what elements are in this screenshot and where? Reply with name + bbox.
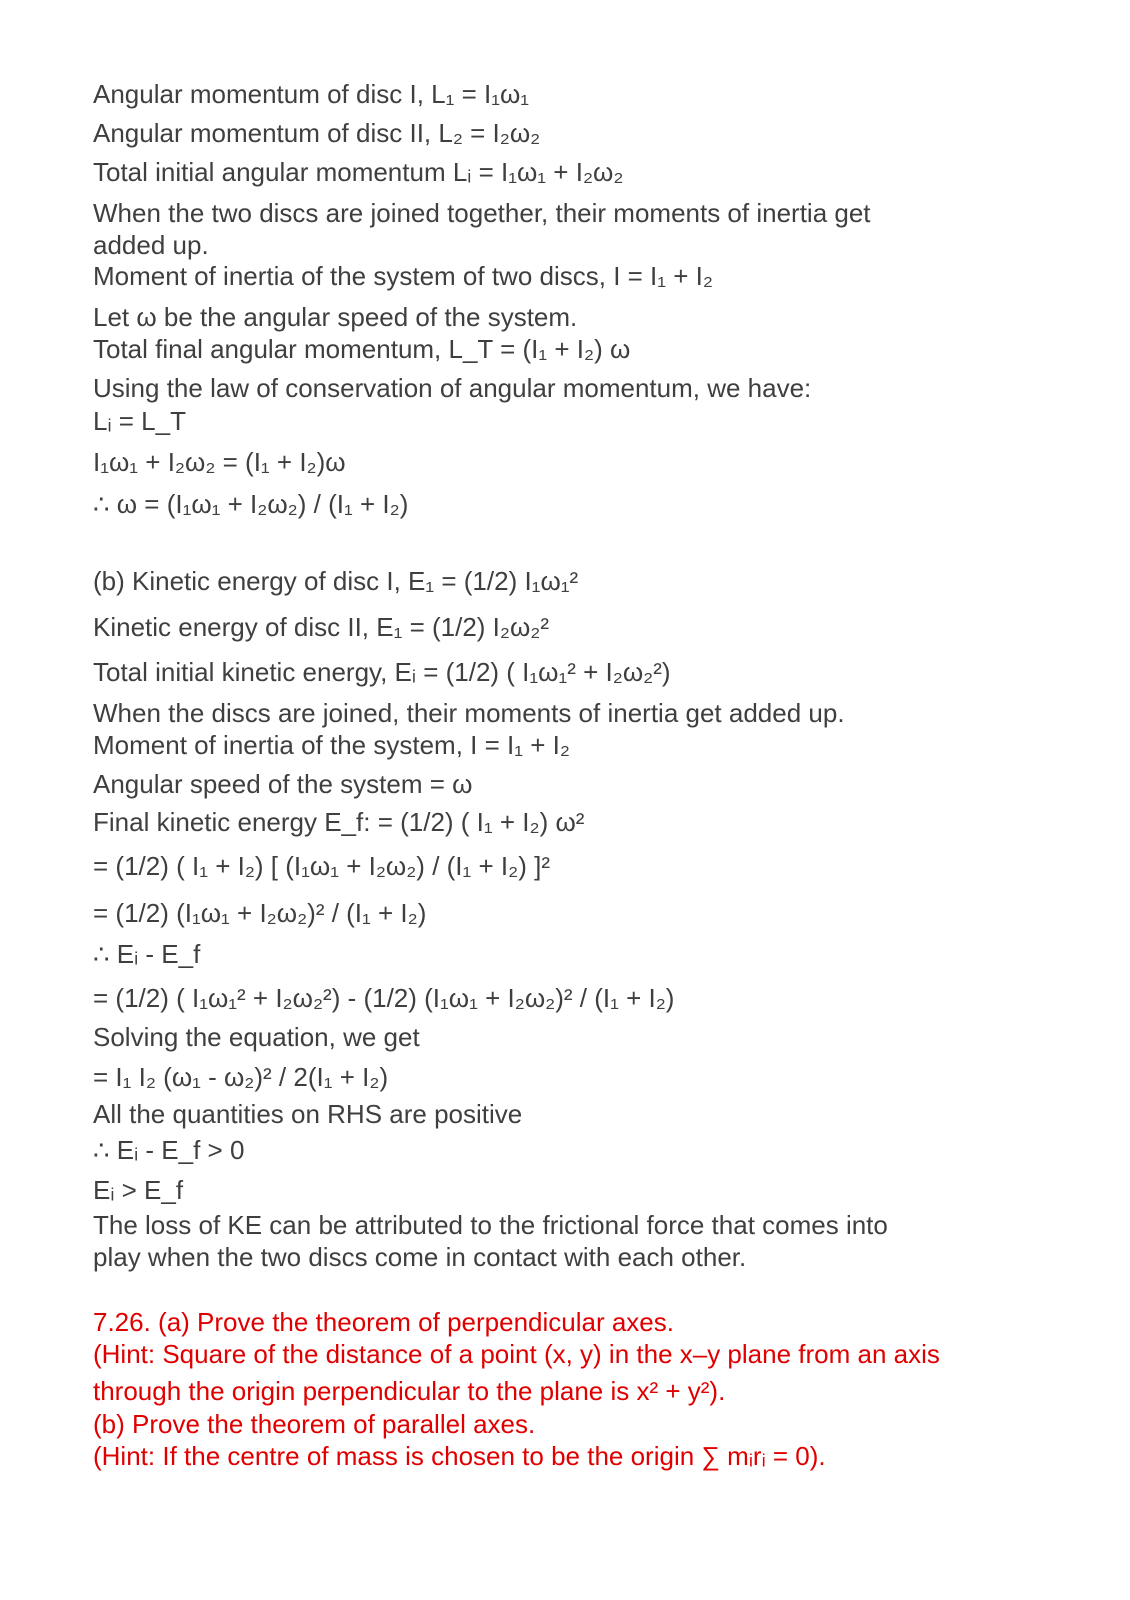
text-line: Solving the equation, we get <box>93 1022 420 1052</box>
text-line: All the quantities on RHS are positive <box>93 1099 523 1129</box>
question-line: (b) Prove the theorem of parallel axes. <box>93 1409 536 1439</box>
text-line: Let ω be the angular speed of the system. <box>93 302 578 332</box>
equation-line: Final kinetic energy E_f: = (1/2) ( I₁ + I₂) ω² <box>93 807 585 837</box>
text-line: Moment of inertia of the system, I = I₁ + I₂ <box>93 730 570 760</box>
equation-line: ∴ Eᵢ - E_f <box>93 939 201 969</box>
equation-line: = (1/2) ( I₁ + I₂) [ (I₁ω₁ + I₂ω₂) / (I₁ + I₂) ]² <box>93 851 551 881</box>
equation-line: Eᵢ > E_f <box>93 1175 184 1205</box>
equation-line: = (1/2) ( I₁ω₁² + I₂ω₂²) - (1/2) (I₁ω₁ + I₂ω₂)² / (I₁ + I₂) <box>93 983 675 1013</box>
text-line: Total initial kinetic energy, Eᵢ = (1/2) ( I₁ω₁² + I₂ω₂²) <box>93 657 671 687</box>
question-line: (Hint: Square of the distance of a point (x, y) in the x–y plane from an axis <box>93 1339 940 1369</box>
text-line: Using the law of conservation of angular momentum, we have: <box>93 373 812 403</box>
equation-line: = (1/2) (I₁ω₁ + I₂ω₂)² / (I₁ + I₂) <box>93 898 427 928</box>
text-line: Angular speed of the system = ω <box>93 769 473 799</box>
equation-line: ∴ ω = (I₁ω₁ + I₂ω₂) / (I₁ + I₂) <box>93 489 409 519</box>
text-line: Total final angular momentum, L_T = (I₁ + I₂) ω <box>93 334 631 364</box>
text-line: When the discs are joined, their moments of inertia get added up. <box>93 698 845 728</box>
equation-line: I₁ω₁ + I₂ω₂ = (I₁ + I₂)ω <box>93 447 346 477</box>
text-line: Moment of inertia of the system of two discs, I = I₁ + I₂ <box>93 261 714 291</box>
text-line: Angular momentum of disc I, L₁ = I₁ω₁ <box>93 79 530 109</box>
question-line: (Hint: If the centre of mass is chosen to be the origin ∑ mᵢrᵢ = 0). <box>93 1441 826 1471</box>
equation-line: = I₁ I₂ (ω₁ - ω₂)² / 2(I₁ + I₂) <box>93 1062 389 1092</box>
text-line: play when the two discs come in contact with each other. <box>93 1242 747 1272</box>
text-line: Kinetic energy of disc II, E₁ = (1/2) I₂ω₂² <box>93 612 550 642</box>
text-line: (b) Kinetic energy of disc I, E₁ = (1/2) I₁ω₁² <box>93 566 579 596</box>
text-line: Angular momentum of disc II, L₂ = I₂ω₂ <box>93 118 541 148</box>
text-line: The loss of KE can be attributed to the frictional force that comes into <box>93 1210 888 1240</box>
text-line: added up. <box>93 230 209 260</box>
text-line: Total initial angular momentum Lᵢ = I₁ω₁ + I₂ω₂ <box>93 157 624 187</box>
equation-line: Lᵢ = L_T <box>93 406 186 436</box>
text-line: When the two discs are joined together, their moments of inertia get <box>93 198 871 228</box>
equation-line: ∴ Eᵢ - E_f > 0 <box>93 1135 245 1165</box>
question-line: 7.26. (a) Prove the theorem of perpendicular axes. <box>93 1307 674 1337</box>
question-line: through the origin perpendicular to the plane is x² + y²). <box>93 1376 726 1406</box>
